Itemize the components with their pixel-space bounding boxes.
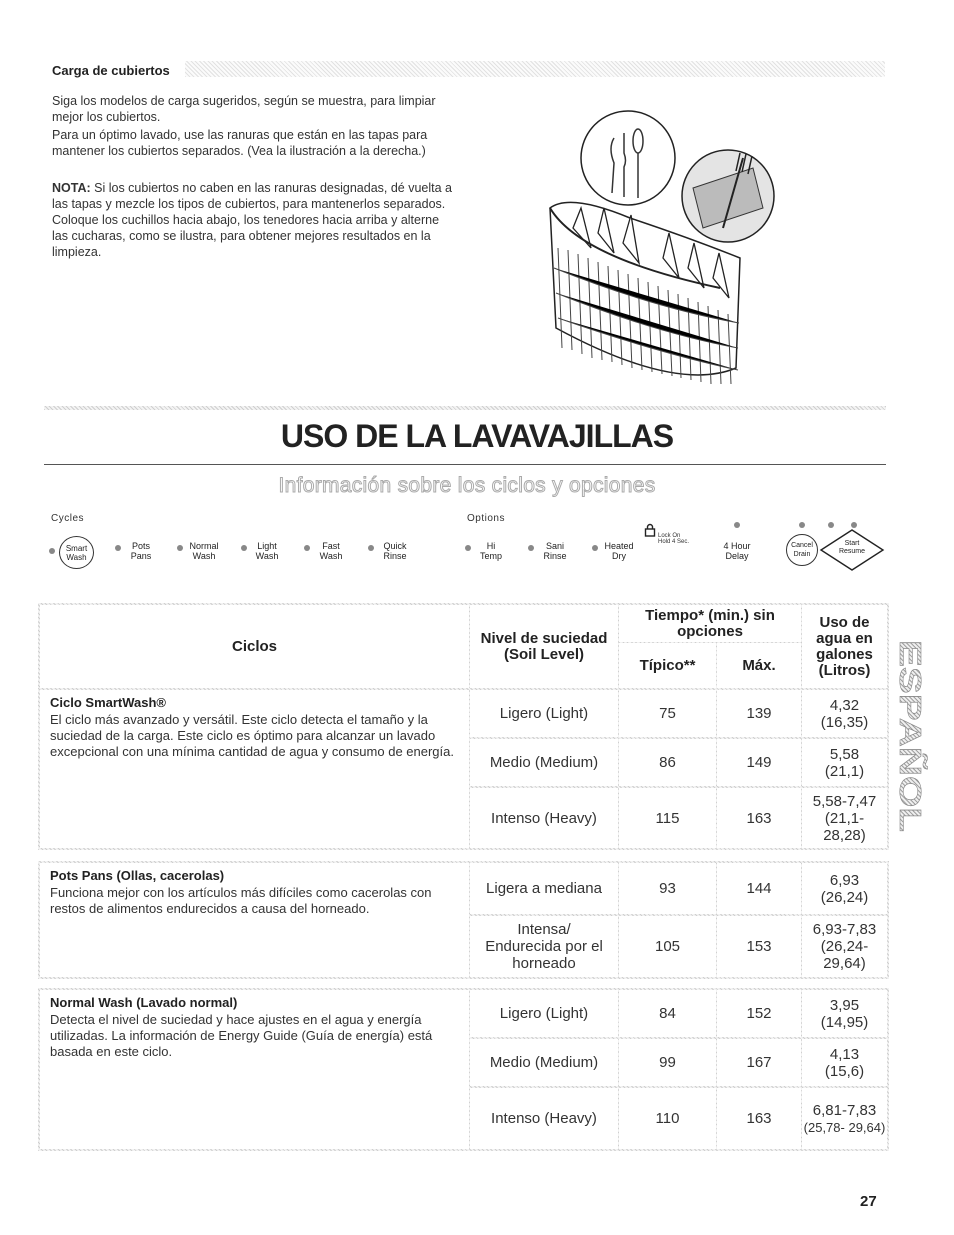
indicator-light — [49, 548, 55, 554]
cycle-description: El ciclo más avanzado y versátil. Este ciclo detecta el tamaño y la suciedad de la carga. Este ciclo es óptimo para alcanzar un lavado excepcional con una mínima cantidad de agua y consumo de energía. — [50, 712, 454, 759]
cycle-description-cell — [40, 690, 469, 848]
gallons: 3,95 — [829, 996, 860, 1014]
paragraph: Siga los modelos de carga sugeridos, según se muestra, para limpiar mejor los cubiertos. — [52, 94, 436, 124]
water-use — [802, 1039, 887, 1086]
gallons: 4,32 — [829, 696, 860, 714]
time-max: 149 — [717, 739, 801, 786]
soil-level: Ligero (Light) — [470, 690, 618, 737]
water-use — [802, 690, 887, 737]
time-typical: 115 — [619, 788, 716, 848]
button-label: Dry — [612, 551, 626, 561]
time-typical: 110 — [619, 1088, 716, 1149]
water-use — [802, 1088, 887, 1149]
button-label: Pans — [130, 551, 152, 561]
button-label: Drain — [793, 551, 811, 558]
note-paragraph — [52, 180, 452, 260]
button-label: 4 Hour — [723, 541, 751, 551]
indicator-light — [304, 545, 310, 551]
note-text: Si los cubiertos no caben en las ranuras designadas, dé vuelta a las tapas y mezcle los tipos de cubiertos, para mantenerlos separados. Coloque los cuchillos hacia abajo, los tenedores hacia arriba y alterne las cucharas, como se ilustra, para obtener mejores resultados en la limpieza. — [52, 181, 452, 259]
button-label: Pots — [131, 541, 150, 551]
gallons: 6,93-7,83 — [812, 921, 877, 938]
cycle-description: Funciona mejor con los artículos más difíciles como cacerolas con restos de alimentos endurecidos a causa del horneado. — [50, 885, 432, 916]
page-number: 27 — [860, 1193, 877, 1210]
button-label: Hi — [486, 541, 496, 551]
button-label: Smart — [65, 543, 88, 553]
lock-label-line: Lock On — [658, 533, 681, 539]
button-label: Wash — [319, 551, 343, 561]
side-tab-label: ESPAÑOL — [893, 640, 928, 788]
section-title: Carga de cubiertos — [52, 63, 170, 78]
water-use — [802, 739, 887, 786]
liters: (26,24- 29,64) — [820, 938, 869, 972]
time-typical: 86 — [619, 739, 716, 786]
cycle-description-cell — [40, 990, 469, 1149]
cycle-title: Pots Pans (Ollas, cacerolas) — [50, 868, 225, 883]
button-label: Light — [257, 541, 277, 551]
lock-label — [658, 533, 689, 545]
button-label: Resume — [838, 548, 866, 555]
cancel-drain-button[interactable] — [786, 534, 818, 566]
water-use — [802, 916, 887, 977]
cycle-block-pots-pans — [38, 861, 889, 979]
time-typical: 99 — [619, 1039, 716, 1086]
cycle-description: Detecta el nivel de suciedad y hace ajustes en el agua y energía utilizadas. La información de Energy Guide (Guía de energía) está basada en este ciclo. — [50, 1012, 433, 1059]
smartwash-button[interactable] — [59, 536, 94, 569]
cycle-description-cell — [40, 863, 469, 977]
header-ciclos: Ciclos — [40, 605, 469, 688]
button-label: Fast — [322, 541, 340, 551]
indicator-light — [368, 545, 374, 551]
lock-icon — [644, 523, 656, 537]
soil-level: Intensa/ Endurecida por el horneado — [470, 916, 618, 977]
hi-temp-button[interactable] — [471, 541, 511, 561]
silverware-basket-illustration — [528, 108, 774, 392]
button-label: Start — [844, 540, 860, 547]
start-resume-label — [832, 540, 872, 556]
header-tiempo: Tiempo* (min.) sin opciones — [619, 605, 801, 642]
liters: (16,35) — [820, 713, 869, 731]
header-soil-level: Nivel de suciedad (Soil Level) — [470, 605, 618, 688]
button-label: Delay — [725, 551, 749, 561]
cycle-title: Normal Wash (Lavado normal) — [50, 995, 238, 1010]
gallons: 6,81-7,83 — [812, 1101, 877, 1119]
time-max: 163 — [717, 1088, 801, 1149]
button-label: Rinse — [383, 551, 407, 561]
liters: (25,78- 29,64) — [803, 1119, 886, 1135]
quick-rinse-button[interactable] — [375, 541, 415, 561]
button-label: Quick — [383, 541, 407, 551]
page-subtitle: Información sobre los ciclos y opciones — [278, 474, 656, 497]
button-label: Wash — [255, 551, 279, 561]
gallons: 6,93 — [829, 871, 860, 889]
indicator-light — [799, 522, 805, 528]
button-label: Wash — [192, 551, 216, 561]
button-label: Wash — [66, 552, 87, 562]
light-wash-button[interactable] — [247, 541, 287, 561]
button-label: Rinse — [543, 551, 567, 561]
button-label: Sani — [545, 541, 564, 551]
indicator-light — [177, 545, 183, 551]
water-use — [802, 863, 887, 914]
gallons: 5,58-7,47 — [812, 792, 877, 810]
liters: (21,1) — [824, 762, 865, 780]
header-water-use: Uso de agua en galones (Litros) — [802, 605, 887, 688]
header-max: Máx. — [717, 643, 801, 688]
liters: (26,24) — [820, 888, 869, 906]
water-use — [802, 990, 887, 1037]
four-hour-delay-button[interactable] — [717, 541, 757, 561]
page-title: USO DE LA LAVAVAJILLAS — [280, 418, 674, 454]
section-rule — [185, 61, 885, 77]
time-max: 163 — [717, 788, 801, 848]
soil-level: Medio (Medium) — [470, 1039, 618, 1086]
gallons: 4,13 — [829, 1045, 860, 1063]
heated-dry-button[interactable] — [599, 541, 639, 561]
note-label: NOTA: — [52, 181, 91, 195]
soil-level: Ligero (Light) — [470, 990, 618, 1037]
normal-wash-button[interactable] — [184, 541, 224, 561]
time-max: 153 — [717, 916, 801, 977]
liters: (21,1- 28,28) — [823, 809, 866, 844]
gallons: 5,58 — [829, 745, 860, 763]
time-typical: 84 — [619, 990, 716, 1037]
heading-divider — [44, 464, 886, 465]
time-max: 139 — [717, 690, 801, 737]
time-typical: 75 — [619, 690, 716, 737]
paragraph: Para un óptimo lavado, use las ranuras que están en las tapas para mantener los cubiertos separados. (Vea la ilustración a la derecha.) — [52, 128, 428, 158]
indicator-light — [528, 545, 534, 551]
fast-wash-button[interactable] — [311, 541, 351, 561]
button-label: Cancel — [791, 542, 813, 549]
soil-level: Intenso (Heavy) — [470, 788, 618, 848]
language-side-tab — [893, 640, 928, 840]
liters: (15,6) — [824, 1062, 865, 1080]
cycle-block-smartwash — [38, 688, 889, 850]
heading-rule — [44, 406, 886, 410]
cycle-block-normal-wash — [38, 988, 889, 1151]
soil-level: Intenso (Heavy) — [470, 1088, 618, 1149]
time-max: 167 — [717, 1039, 801, 1086]
time-max: 144 — [717, 863, 801, 914]
button-label: Heated — [604, 541, 634, 551]
indicator-light — [592, 545, 598, 551]
time-max: 152 — [717, 990, 801, 1037]
indicator-light — [734, 522, 740, 528]
soil-level: Ligera a mediana — [470, 863, 618, 914]
cycle-title: Ciclo SmartWash® — [50, 695, 167, 710]
options-label: Options — [467, 513, 505, 524]
liters: (14,95) — [820, 1013, 869, 1031]
time-typical: 93 — [619, 863, 716, 914]
header-tipico: Típico** — [619, 643, 716, 688]
button-label: Temp — [479, 551, 502, 561]
lock-label-line: Hold 4 Sec. — [658, 539, 690, 545]
cycles-label: Cycles — [51, 513, 85, 524]
time-typical: 105 — [619, 916, 716, 977]
water-use — [802, 788, 887, 848]
sani-rinse-button[interactable] — [535, 541, 575, 561]
pots-pans-button[interactable] — [121, 541, 161, 561]
button-label: Normal — [189, 541, 219, 551]
table-header — [38, 603, 889, 690]
soil-level: Medio (Medium) — [470, 739, 618, 786]
